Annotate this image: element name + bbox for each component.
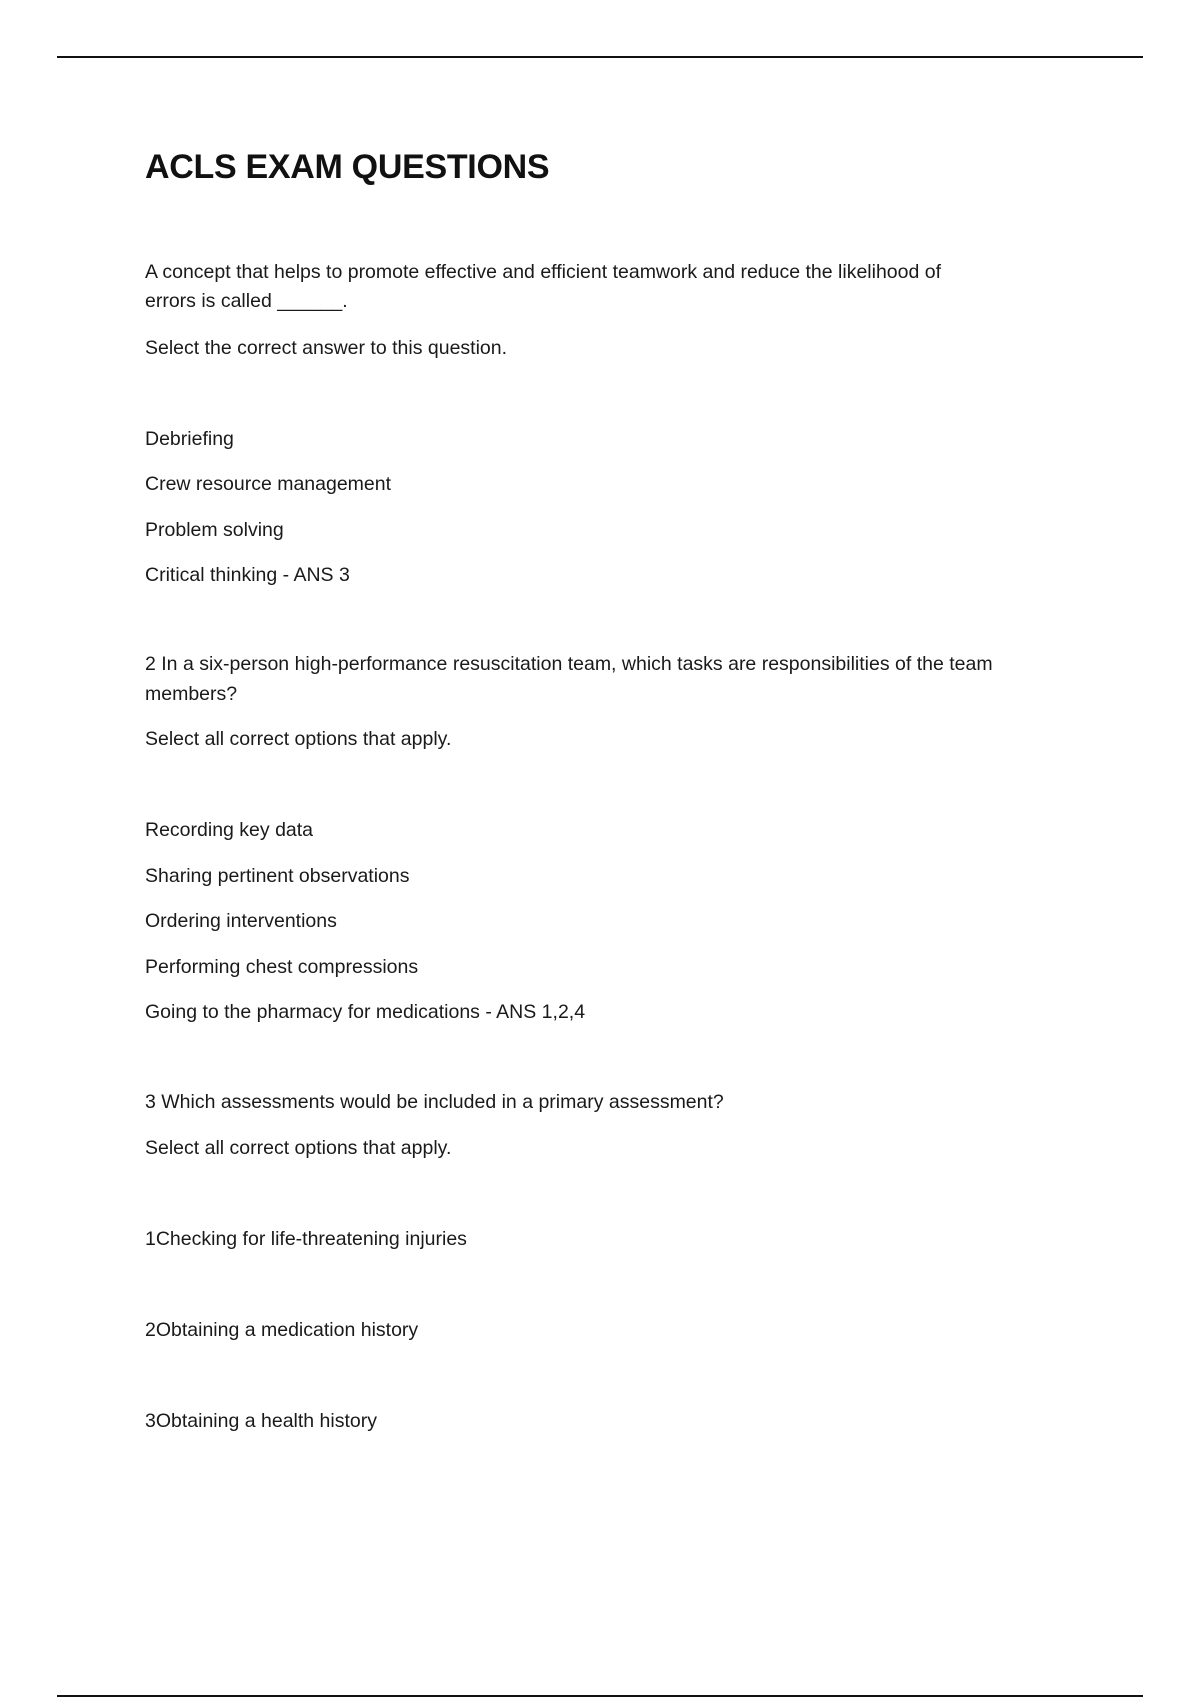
q3-text-line1: 3 Which assessments would be included in a primary assessment? (145, 1091, 724, 1113)
q3-instruction: Select all correct options that apply. (145, 1137, 452, 1159)
q3-option-2: 2Obtaining a medication history (145, 1319, 419, 1341)
top-rule (57, 56, 1143, 58)
q2-option-5: Going to the pharmacy for medications - ANS 1,2,4 (145, 1001, 586, 1023)
q2-option-2: Sharing pertinent observations (145, 865, 410, 887)
q2-option-4: Performing chest compressions (145, 956, 419, 978)
q3-option-1: 1Checking for life-threatening injuries (145, 1228, 467, 1250)
q1-text-line1: A concept that helps to promote effective and efficient teamwork and reduce the likelihood of (145, 261, 942, 283)
document-title: ACLS EXAM QUESTIONS (145, 148, 550, 186)
q1-instruction: Select the correct answer to this question. (145, 337, 508, 359)
bottom-rule (57, 1695, 1143, 1697)
q1-text-line2: errors is called ______. (145, 290, 348, 312)
q1-option-4: Critical thinking - ANS 3 (145, 564, 350, 586)
q1-option-2: Crew resource management (145, 473, 392, 495)
q3-option-3: 3Obtaining a health history (145, 1410, 377, 1432)
q2-text-line1: 2 In a six-person high-performance resuscitation team, which tasks are responsibilities of the team (145, 653, 993, 675)
q2-option-3: Ordering interventions (145, 910, 337, 932)
q1-option-1: Debriefing (145, 428, 234, 450)
q2-text-line2: members? (145, 683, 238, 705)
q2-option-1: Recording key data (145, 819, 314, 841)
q2-instruction: Select all correct options that apply. (145, 728, 452, 750)
q1-option-3: Problem solving (145, 519, 284, 541)
